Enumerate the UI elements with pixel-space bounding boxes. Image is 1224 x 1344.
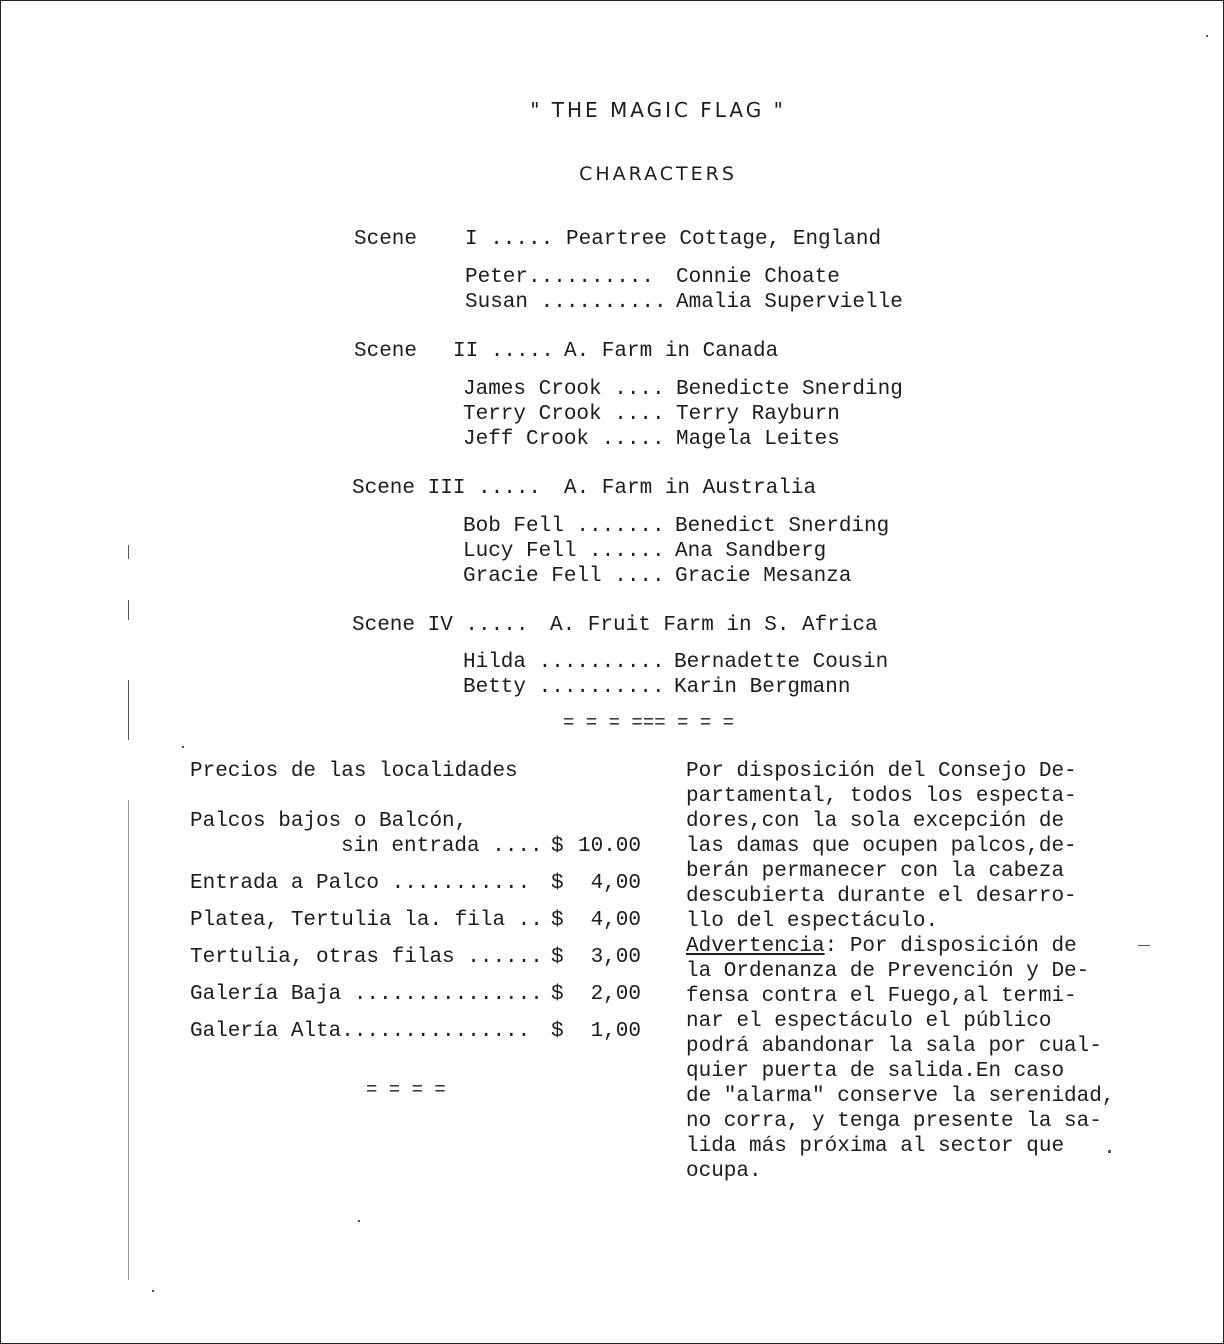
cast-role: Bob Fell ....... (463, 515, 665, 538)
cast-actor: Amalia Supervielle (676, 291, 903, 314)
scan-mark (182, 746, 184, 748)
scan-mark (1138, 945, 1150, 946)
scene-2-label: Scene (354, 340, 418, 363)
notice-line: llo del espectáculo. (686, 910, 939, 933)
cast-role: Jeff Crook ..... (463, 428, 665, 451)
price-value: 4,00 (590, 909, 641, 932)
price-row (190, 1020, 641, 1044)
cast-role: James Crook .... (463, 378, 665, 401)
price-value: 2,00 (590, 983, 641, 1006)
price-value: 3,00 (590, 946, 641, 969)
notice-line: lida más próxima al sector que (686, 1135, 1065, 1158)
cast-role: Susan .......... (465, 291, 667, 314)
cast-actor: Bernadette Cousin (674, 651, 889, 674)
scan-mark (152, 1290, 154, 1292)
notice-line: podrá abandonar la sala por cual- (686, 1035, 1102, 1058)
scene-2-place: A. Farm in Canada (564, 340, 779, 363)
warning-text: : Por disposición de (824, 935, 1077, 958)
price-value: 4,00 (590, 872, 641, 895)
characters-heading: CHARACTERS (579, 163, 737, 185)
scan-mark (358, 1220, 360, 1222)
notice-line: las damas que ocupen palcos,de- (686, 835, 1077, 858)
notice-line: quier puerta de salida.En caso (686, 1060, 1065, 1083)
cast-actor: Benedicte Snerding (676, 378, 903, 401)
cast-role: Terry Crook .... (463, 403, 665, 426)
notice-line: berán permanecer con la cabeza (686, 860, 1065, 883)
notice-line: partamental, todos los especta- (686, 785, 1077, 808)
scene-1-label: Scene (354, 228, 418, 251)
cast-role: Gracie Fell .... (463, 565, 665, 588)
notice-line: ocupa. (686, 1160, 762, 1183)
price-value: 1,00 (590, 1020, 641, 1043)
price-row (190, 983, 641, 1007)
scan-mark (1206, 35, 1208, 37)
notice-line: no corra, y tenga presente la sa- (686, 1110, 1102, 1133)
cast-actor: Benedict Snerding (675, 515, 890, 538)
scene-4-label: Scene IV ..... (352, 614, 529, 637)
cast-actor: Magela Leites (676, 428, 840, 451)
scene-3-label: Scene III ..... (352, 477, 542, 500)
cast-role: Peter.......... (465, 266, 655, 289)
price-label: sin entrada .... (341, 835, 543, 858)
cast-actor: Gracie Mesanza (675, 565, 852, 588)
price-first-line: Palcos bajos o Balcón, (190, 810, 468, 833)
cast-role: Lucy Fell ...... (463, 540, 665, 563)
scene-1-numeral: I ..... (465, 228, 554, 251)
currency-symbol: $ (551, 872, 564, 895)
cast-actor: Ana Sandberg (675, 540, 827, 563)
cast-actor: Karin Bergmann (674, 676, 851, 699)
currency-symbol: $ (551, 835, 564, 858)
scan-mark (128, 545, 129, 559)
notice-line: Por disposición del Consejo De- (686, 760, 1077, 783)
price-label: Tertulia, otras filas ...... (190, 946, 543, 969)
price-label: Platea, Tertulia la. fila .. (190, 909, 543, 932)
currency-symbol: $ (551, 909, 564, 932)
notice-line: dores,con la sola excepción de (686, 810, 1065, 833)
notice-line: de "alarma" conserve la serenidad, (686, 1085, 1115, 1108)
price-row (341, 835, 641, 859)
scene-2-numeral: II ..... (453, 340, 554, 363)
scan-mark (128, 600, 129, 620)
currency-symbol: $ (551, 1020, 564, 1043)
scene-4-place: A. Fruit Farm in S. Africa (550, 614, 878, 637)
play-title: " THE MAGIC FLAG " (530, 98, 786, 122)
currency-symbol: $ (551, 946, 564, 969)
scene-3-place: A. Farm in Australia (564, 477, 817, 500)
scene-1-place: Peartree Cottage, England (566, 228, 882, 251)
cast-actor: Terry Rayburn (676, 403, 840, 426)
notice-line: nar el espectáculo el público (686, 1010, 1052, 1033)
scan-mark (128, 800, 129, 1280)
cast-role: Hilda .......... (463, 651, 665, 674)
warning-label: Advertencia (686, 935, 825, 958)
price-label: Galería Alta............... (190, 1020, 531, 1043)
cast-actor: Connie Choate (676, 266, 840, 289)
notice-line: fensa contra el Fuego,al termi- (686, 985, 1077, 1008)
price-row (190, 909, 641, 933)
currency-symbol: $ (551, 983, 564, 1006)
price-row (190, 872, 641, 896)
cast-role: Betty .......... (463, 676, 665, 699)
notice-line: la Ordenanza de Prevención y De- (686, 960, 1090, 983)
price-value: 10.00 (577, 835, 641, 858)
prices-end-mark: = = = = (366, 1079, 446, 1101)
scan-mark (1108, 1150, 1111, 1153)
notice-line: descubierta durante el desarro- (686, 885, 1077, 908)
price-label: Entrada a Palco ........... (190, 872, 531, 895)
section-divider: = = = === = = = (563, 712, 735, 734)
scan-mark (128, 680, 129, 740)
prices-heading: Precios de las localidades (190, 760, 518, 783)
price-label: Galería Baja ............... (190, 983, 543, 1006)
price-row (190, 946, 641, 970)
warning-line (686, 935, 1077, 959)
